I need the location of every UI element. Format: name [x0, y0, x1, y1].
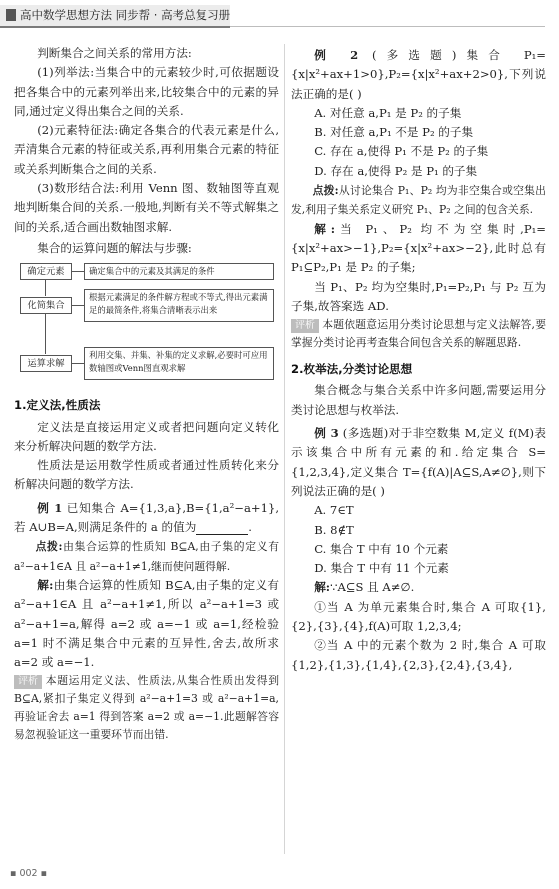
- example-text: 已知集合 A={1,3,a},B={1,a²−a+1},若 A∪B=A,则满足条件的 a 的值为: [14, 500, 280, 535]
- example-1: [14, 499, 279, 538]
- solution-label: 解:: [314, 580, 331, 595]
- flow-step-text: 利用交集、并集、补集的定义求解,必要时可应用数轴图或Venn图直观求解: [84, 347, 274, 380]
- solution-1: [14, 576, 279, 672]
- flow-step-text: 确定集合中的元素及其满足的条件: [84, 263, 274, 280]
- option-d: D. 存在 a,使得 P₂ 是 P₁ 的子集: [314, 163, 478, 178]
- paragraph: (3)数形结合法:利用 Venn 图、数轴图等直观地判断集合间的关系.一般地,判断有关不等式解集之间的关系,适合画出数轴图求解.: [14, 181, 279, 234]
- analysis-tag: 评析: [14, 675, 42, 689]
- flow-connector: [45, 314, 46, 354]
- paragraph: 性质法是运用数学性质或者通过性质转化来分析解决问题的数学方法.: [14, 458, 279, 492]
- example-3: [291, 424, 546, 501]
- column-divider: [284, 44, 285, 854]
- flow-diagram: [14, 262, 279, 388]
- flow-step-label: 化简集合: [20, 297, 72, 314]
- solution-label: 解:: [314, 221, 336, 236]
- page-number-value: 002: [19, 868, 38, 879]
- answer-blank: [196, 521, 248, 535]
- header-title: 高中数学思想方法 同步帮 · 高考总复习册: [20, 8, 231, 22]
- section-heading: 2.枚举法,分类讨论思想: [291, 362, 413, 377]
- example-2: [291, 46, 546, 104]
- analysis-1: [14, 672, 279, 744]
- flow-connector: [72, 363, 84, 364]
- paragraph: 定义法是直接运用定义或者把问题向定义转化来分析解决问题的数学方法.: [14, 419, 279, 453]
- hint-1: [14, 537, 279, 576]
- paragraph: 集合的运算问题的解法与步骤:: [37, 240, 192, 255]
- solution-text: 当 P₁、P₂ 均不为空集时,P₁={x|x²+ax>−1},P₂={x|x²+ax>−2},此时总有 P₁⊆P₂,P₁ 是 P₂ 的子集;: [291, 221, 547, 275]
- solution-3-case-1: ①当 A 为单元素集合时,集合 A 可取{1},{2},{3},{4},f(A)可取 1,2,3,4;: [291, 599, 546, 634]
- analysis-tag: 评析: [291, 319, 319, 333]
- option-c: C. 存在 a,使得 P₁ 不是 P₂ 的子集: [314, 144, 489, 159]
- option-c: C. 集合 T 中有 10 个元素: [314, 541, 449, 556]
- header-marker-icon: [6, 9, 16, 21]
- solution-label: 解:: [37, 577, 54, 592]
- flow-connector: [72, 305, 84, 306]
- page-number: ▪ 002 ▪: [10, 868, 48, 879]
- hint-label: 点拨:: [312, 184, 339, 198]
- flow-connector: [72, 271, 84, 272]
- option-b: B. 对任意 a,P₁ 不是 P₂ 的子集: [314, 125, 474, 140]
- paragraph: 集合概念与集合关系中许多问题,需要运用分类讨论思想与枚举法.: [291, 383, 546, 417]
- paragraph: (2)元素特征法:确定各集合的代表元素是什么,弄清集合元素的特征或关系,再利用集合元素的特征或关系判断集合之间的关系.: [14, 123, 279, 176]
- section-heading: 1.定义法,性质法: [14, 398, 101, 413]
- solution-text: 由集合运算的性质知 B⊆A,由子集的定义有 a²−a+1∈A 且 a²−a+1≠1,所以 a²−a+1=3 或 a²−a+1=a,解得 a=2 或 a=−1 或 a=1,经检验 a=1 时不满足集合中元素的互异性,舍去,故所求 a=2 或 a=−1.: [14, 577, 279, 670]
- left-column: [14, 44, 279, 744]
- solution-2-cont: 当 P₁、P₂ 均为空集时,P₁=P₂,P₁ 与 P₂ 互为子集,故答案选 AD.: [291, 279, 546, 313]
- hint-text: 从讨论集合 P₁、P₂ 均为非空集合或空集出发,利用子集关系定义研究 P₁、P₂ 之间的包含关系.: [291, 184, 546, 217]
- right-column: [291, 44, 546, 675]
- example-label: 例 2: [314, 48, 359, 62]
- option-a: A. 7∈T: [314, 503, 354, 518]
- example-text-end: .: [248, 520, 252, 535]
- option-b: B. 8∉T: [314, 522, 354, 537]
- example-label: 例 3: [314, 426, 339, 441]
- option-d: D. 集合 T 中有 11 个元素: [314, 561, 449, 576]
- analysis-text: 本题依题意运用分类讨论思想与定义法解答,要掌握分类讨论再考查集合间包含关系的解题思路.: [291, 318, 546, 350]
- page-header: [0, 0, 559, 30]
- example-label: 例 1: [37, 500, 63, 515]
- hint-label: 点拨:: [35, 540, 63, 554]
- analysis-text: 本题运用定义法、性质法,从集合性质出发得到 B⊆A,紧扣子集定义得到 a²−a+1=3 或 a²−a+1=a,再验证舍去 a=1 得到答案 a=2 或 a=−1.此题解答容易忽视验证这一重要环节而出错.: [14, 674, 279, 742]
- flow-step-text: 根据元素满足的条件解方程或不等式,得出元素满足的最简条件,将集合清晰表示出来: [84, 289, 274, 322]
- solution-2: [291, 220, 546, 278]
- analysis-2: [291, 316, 546, 352]
- paragraph: 判断集合之间关系的常用方法:: [37, 46, 192, 60]
- flow-connector: [45, 279, 46, 296]
- solution-3: [291, 578, 546, 597]
- example-text: (多选题)对于非空数集 M,定义 f(M)表示该集合中所有元素的和.给定集合 S={1,2,3,4},定义集合 T={f(A)|A⊆S,A≠∅},则下列说法正确的是( ): [291, 426, 546, 498]
- example-text: (多选题)集合 P₁={x|x²+ax+1>0},P₂={x|x²+ax+2>0},下列说法正确的是( ): [291, 48, 546, 101]
- option-a: A. 对任意 a,P₁ 是 P₂ 的子集: [314, 105, 462, 120]
- solution-3-case-2: ②当 A 中的元素个数为 2 时,集合 A 可取{1,2},{1,3},{1,4},{2,3},{2,4},{3,4},: [291, 638, 546, 672]
- flow-step-label: 运算求解: [20, 355, 72, 372]
- hint-2: [291, 181, 546, 220]
- solution-text: ∵A⊆S 且 A≠∅.: [330, 580, 415, 595]
- hint-text: 由集合运算的性质知 B⊆A,由子集的定义有 a²−a+1∈A 且 a²−a+1≠1,继而使问题得解.: [14, 540, 279, 573]
- header-rule: [230, 26, 545, 27]
- paragraph: (1)列举法:当集合中的元素较少时,可依据题设把各集合中的元素列举出来,比较集合中的元素的异同,通过定义得出集合之间的关系.: [14, 65, 279, 118]
- flow-step-label: 确定元素: [20, 263, 72, 280]
